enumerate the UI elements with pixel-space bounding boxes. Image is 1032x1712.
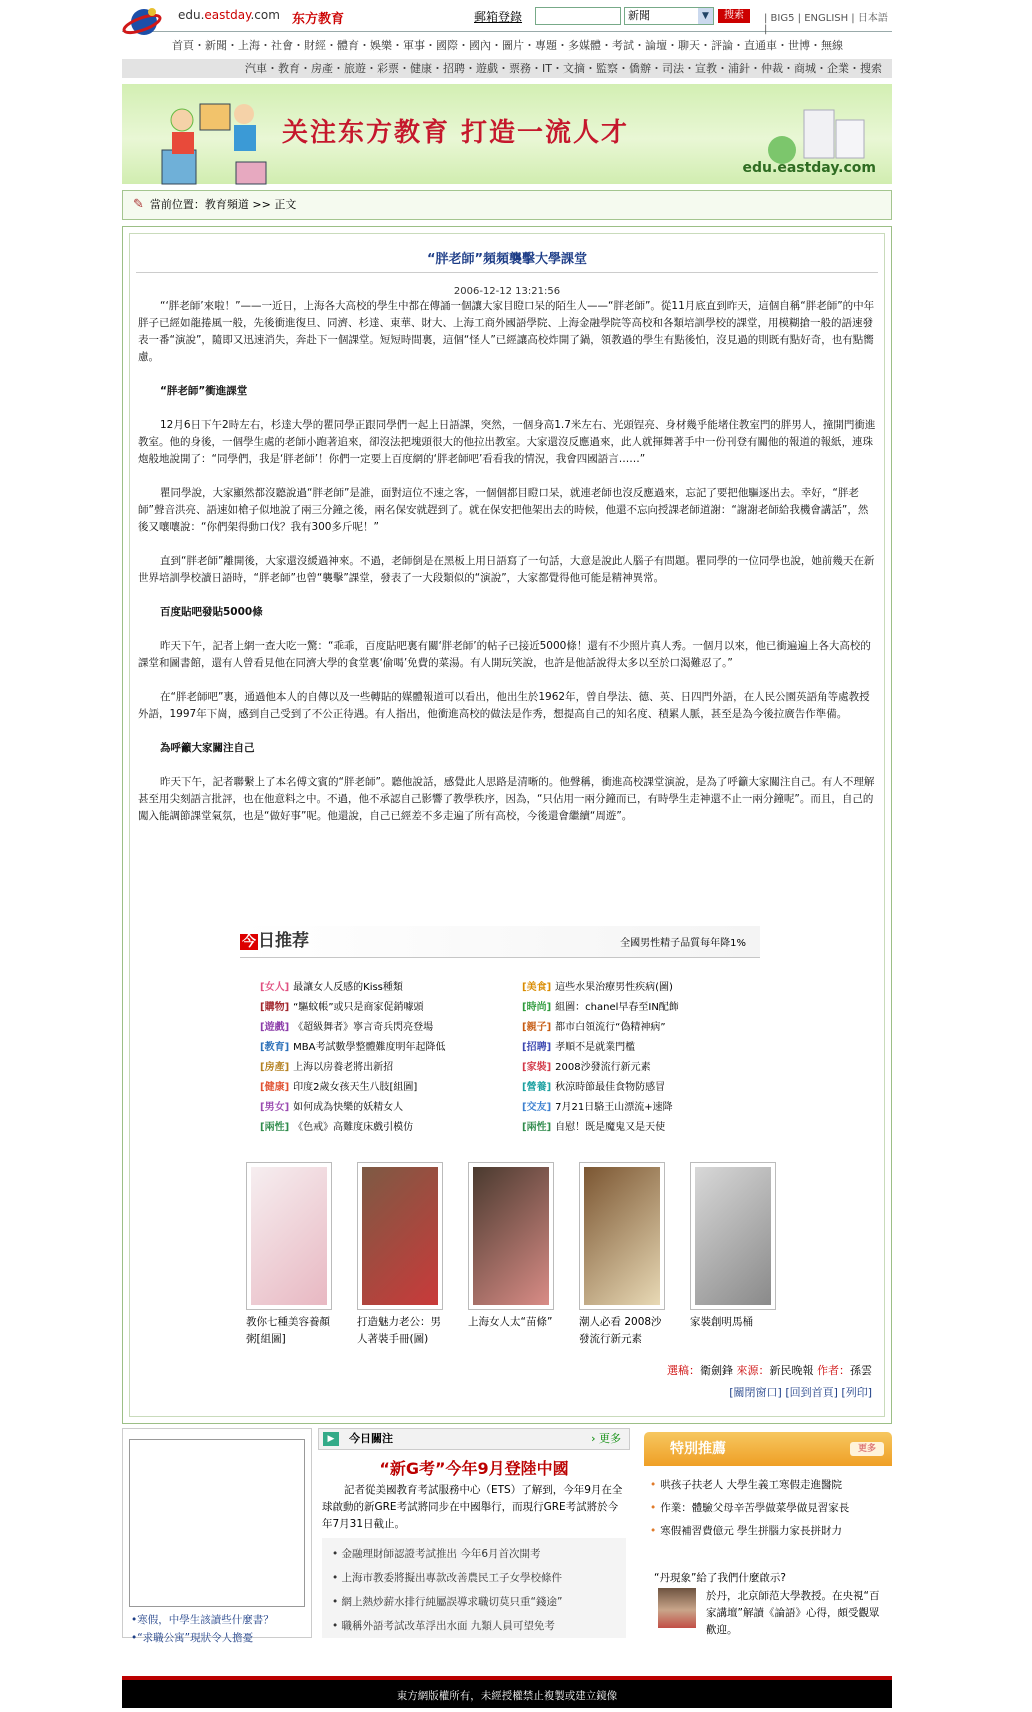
recommend-link[interactable]: 自慰！既是魔鬼又是天使	[555, 1122, 666, 1133]
recommend-tag[interactable]: [時尚]	[522, 1002, 552, 1013]
recommend-tag[interactable]: [營養]	[522, 1082, 552, 1093]
article-subheading: 百度貼吧發貼5000條	[160, 606, 263, 618]
recommend-item[interactable]	[522, 998, 784, 1013]
recommend-link[interactable]: 印度2歲女孩天生八肢[組圖]	[293, 1082, 418, 1093]
focus-summary: 記者從美國教育考試服務中心（ETS）了解到，今年9月在全球啟動的新GRE考試將同步在中國舉行，而現行GRE考試將於今年7月31日截止。	[322, 1484, 623, 1530]
article-paragraph: 直到“胖老師”離開後，大家還沒緩過神來。不過，老師倒是在黑板上用日語寫了一句話，大意是說此人腦子有問題。瞿同學的一位同學也說，她前幾天在新世界培訓學校讀日語時，“胖老師”也曾“襲擊”課堂，發表了一大段類似的“演說”，大家都覺得他可能是精神異常。	[138, 555, 875, 584]
special-list	[650, 1474, 890, 1543]
photo-caption[interactable]: 教你七種美容養顏粥[組圖]	[246, 1316, 330, 1345]
arrow-icon: ▶	[323, 1432, 339, 1446]
recommend-item[interactable]	[260, 1078, 522, 1093]
article-credit	[667, 1362, 872, 1378]
recommend-item[interactable]	[260, 1038, 522, 1053]
photo-thumbnail[interactable]	[690, 1162, 776, 1310]
recommend-logo-jin: 今	[242, 934, 256, 950]
photo-caption[interactable]: 家裝創明馬桶	[690, 1316, 753, 1328]
domain-brand: eastday	[204, 8, 251, 22]
photo-thumbnail[interactable]	[468, 1162, 554, 1310]
recommend-row	[260, 1058, 760, 1078]
recommend-row	[260, 1118, 760, 1138]
article-title: “胖老師”頻頻襲擊大學課堂	[426, 252, 588, 267]
left-link[interactable]: •“求職公寓”現狀令人擔憂	[131, 1632, 254, 1644]
recommend-tag[interactable]: [兩性]	[260, 1122, 290, 1133]
footer: 東方網版權所有，未經授權禁止複製或建立鏡像	[122, 1676, 892, 1708]
photo-image	[251, 1167, 327, 1305]
article-paragraph: 12月6日下午2時左右，杉達大學的瞿同學正跟同學們一起上日語課，突然，一個身高1.7米左右、光頭锃亮、身材幾乎能堵住教室門的胖男人，撞開門衝進教室。他的身後，一個學生處的老師小跑著追來，卻沒法把塊頭很大的他拉出教室。大家還沒反應過來，此人就揮舞著手中一份刊登有關他的報道的報紙，連珠炮般地說開了：“同學們，我是‘胖老師’！你們一定要上百度網的‘胖老師吧’看看我的情況，我會四國語言……”	[138, 419, 876, 465]
recommend-row	[260, 1098, 760, 1118]
recommend-link[interactable]: 孝順不是就業門檻	[555, 1042, 636, 1053]
today-recommend	[240, 926, 760, 1156]
recommend-list	[260, 978, 760, 1138]
recommend-link[interactable]: MBA考試數學整體難度明年起降低	[293, 1042, 446, 1053]
source-name: 新民晚報	[769, 1364, 814, 1377]
photo-thumbnail[interactable]	[246, 1162, 332, 1310]
recommend-item[interactable]	[522, 1038, 784, 1053]
buildings-illustration-icon	[764, 104, 884, 164]
author-label: 作者：	[817, 1364, 850, 1377]
search-button[interactable]: 搜索	[718, 9, 750, 23]
focus-title: 今日關注	[349, 1432, 393, 1445]
special-header	[644, 1432, 892, 1466]
title-divider	[136, 272, 878, 273]
article-body	[138, 298, 876, 842]
photo-caption[interactable]: 上海女人太“苗條”	[468, 1316, 553, 1328]
breadcrumb-path[interactable]: 教育頻道 >> 正文	[204, 198, 297, 211]
focus-list-item[interactable]: • 金融理財師認證考試推出 今年6月首次開考	[332, 1548, 541, 1560]
recommend-link[interactable]: 都市白領流行“偽精神病”	[555, 1022, 666, 1033]
chevron-down-icon: ▼	[698, 8, 713, 24]
recommend-item[interactable]	[260, 1118, 522, 1133]
special-title: 特別推薦	[670, 1441, 726, 1457]
secondary-nav[interactable]: 汽車・教育・房產・旅遊・彩票・健康・招聘・遊戲・票務・IT・文摘・監察・僑辦・司法・宣教・浦針・仲裁・商城・企業・搜索	[122, 59, 892, 78]
focus-list-item[interactable]: • 上海市教委將擬出專款改善農民工子女學校條件	[332, 1572, 563, 1584]
recommend-item[interactable]	[522, 1058, 784, 1073]
photo-strip	[246, 1162, 753, 1345]
recommend-tag[interactable]: [健康]	[260, 1082, 290, 1093]
breadcrumb	[122, 190, 892, 220]
banner	[122, 84, 892, 184]
focus-list-item[interactable]: • 網上熱炒薪水排行純屬誤導求職切莫只重“錢途”	[332, 1596, 563, 1608]
recommend-item[interactable]	[260, 978, 522, 993]
eastday-logo-icon[interactable]	[122, 2, 162, 42]
recommend-link[interactable]: 《超級舞者》寧言奇兵閃亮登場	[293, 1022, 434, 1033]
recommend-tag[interactable]: [美食]	[522, 982, 552, 993]
article-paragraph: 昨天下午，記者聯繫上了本名傅文賓的“胖老師”。聽他說話，感覺此人思路是清晰的。他聲稱，衝進高校課堂演說，是為了呼籲大家關注自己。有人不理解甚至用尖刻語言批評，也在他意料之中。不過，他不承認自己影響了教學秩序，因為，“只佔用一兩分鐘而已，有時學生走神還不止一兩分鐘呢”。而且，自己的闖入能調節課堂氣氛，也是“做好事”呢。他還說，自己已經差不多走遍了所有高校，今後還會繼續“周遊”。	[138, 776, 875, 822]
editor-label: 選稿：	[667, 1364, 700, 1377]
recommend-link[interactable]: 這些水果治療男性疾病(圖)	[555, 982, 673, 993]
photo-thumbnail[interactable]	[357, 1162, 443, 1310]
banner-url: edu.eastday.com	[742, 160, 876, 176]
recommend-header	[240, 926, 760, 958]
article-inner	[129, 233, 885, 1417]
recommend-tag[interactable]: [家裝]	[522, 1062, 552, 1073]
banner-slogan: 关注东方教育 打造一流人才	[282, 118, 630, 148]
recommend-item[interactable]	[522, 1118, 784, 1133]
article-subheading: “胖老師”衝進課堂	[160, 385, 248, 397]
left-link[interactable]: •寒假，中學生該讀些什麼書？	[131, 1614, 274, 1626]
recommend-item[interactable]	[522, 978, 784, 993]
recommend-tag[interactable]: [親子]	[522, 1022, 552, 1033]
photo-image	[584, 1167, 660, 1305]
recommend-link[interactable]: 如何成為快樂的妖精女人	[293, 1102, 404, 1113]
section-title[interactable]: 东方教育	[292, 12, 345, 27]
left-ad-box	[129, 1439, 305, 1607]
recommend-tag[interactable]: [購物]	[260, 1002, 290, 1013]
window-links[interactable]: [關閉窗口] [回到首頁] [列印]	[729, 1386, 872, 1399]
language-links[interactable]: | BIG5 | ENGLISH | 日本語 |	[764, 13, 888, 35]
recommend-row	[260, 1038, 760, 1058]
portrait-photo	[658, 1588, 696, 1628]
recommend-item[interactable]	[260, 1058, 522, 1073]
article-subheading: 為呼籲大家關注自己	[160, 742, 255, 754]
recommend-link[interactable]: 2008沙發流行新元素	[555, 1062, 651, 1073]
photo-card[interactable]	[690, 1162, 776, 1350]
focus-list	[322, 1538, 626, 1638]
search-category-select[interactable]	[624, 7, 714, 25]
page	[122, 0, 892, 1702]
article-paragraph: “‘胖老師’來啦！”——一近日，上海各大高校的學生中都在傳誦一個讓大家目瞪口呆的陌生人——“胖老師”。從11月底直到昨天，這個自稱“胖老師”的中年胖子已經如龍捲風一般，先後衝進復旦、同濟、杉達、東華、財大、上海工商外國語學院、上海金融學院等高校和各類培訓學校的課堂，用模糊搶一般的語速發表一番“演說”，隨即又迅速消失，奔赴下一個課堂。短短時間裏，這個“怪人”已經讓高校炸開了鍋，領教過的學生有點後怕，沒見過的則既有點好奇，也有點嚮慮。	[138, 300, 875, 363]
recommend-tag[interactable]: [房產]	[260, 1062, 290, 1073]
recommend-logo-text: 日推荐	[258, 931, 309, 951]
recommend-row	[260, 1078, 760, 1098]
left-box	[122, 1428, 312, 1644]
bottom-section	[122, 1428, 892, 1644]
recommend-link[interactable]: 最讓女人反感的Kiss種類	[293, 982, 403, 993]
recommend-item[interactable]	[522, 1078, 784, 1093]
recommend-link[interactable]: “驅蚊帳”或只是商家促銷噱頭	[293, 1002, 424, 1013]
recommend-link[interactable]: 《色戒》高難度床戲引模仿	[293, 1122, 414, 1133]
pencil-icon: ✎	[133, 197, 144, 212]
recommend-link[interactable]: 7月21日駱王山漂流+速降	[555, 1102, 673, 1113]
photo-card[interactable]	[246, 1162, 332, 1350]
recommend-tag[interactable]: [女人]	[260, 982, 290, 993]
article-paragraph: 瞿同學說，大家顯然都沒聽說過“胖老師”是誰，面對這位不速之客，一個個都目瞪口呆，就連老師也沒反應過來，忘記了要把他驅逐出去。幸好，“胖老師”聲音洪亮、語速如槍子似地說了兩三分鐘之後，兩名保安就趕到了。就在保安把他架出去的時候，他還不忘向授課老師道謝：“謝謝老師給我機會講話”，然後又嚷嚷說：“你們架得動口伐？我有300多斤呢！”	[138, 487, 869, 533]
site-domain[interactable]	[178, 8, 280, 22]
search-input[interactable]	[535, 7, 621, 25]
photo-image	[695, 1167, 771, 1305]
recommend-link[interactable]: 上海以房養老將出新招	[293, 1062, 394, 1073]
special-list-item[interactable]: • 寒假補習費億元 學生拼腦力家長拼財力	[650, 1520, 890, 1543]
left-links	[131, 1611, 274, 1647]
recommend-top-link[interactable]: 全國男性精子品質每年降1%	[620, 938, 746, 949]
article-paragraph: 在“胖老師吧”裏，通過他本人的自傳以及一些轉貼的媒體報道可以看出，他出生於1962年，曾自學法、德、英、日四門外語，在人民公園英語角等處教授外語，1997年下崗，感到自己受到了不公正待遇。有人指出，他衝進高校的做法是作秀，想提高自己的知名度、積累人脈，甚至是為今後拉廣告作準備。	[138, 691, 870, 720]
recommend-tag[interactable]: [招聘]	[522, 1042, 552, 1053]
photo-image	[473, 1167, 549, 1305]
photo-card[interactable]	[468, 1162, 554, 1350]
special-quote-title[interactable]: “丹現象”給了我們什麼啟示?	[654, 1572, 786, 1584]
breadcrumb-label: 當前位置：	[149, 198, 205, 211]
recommend-tag[interactable]: [交友]	[522, 1102, 552, 1113]
recommend-link[interactable]: 秋涼時節最佳食物防感冒	[555, 1082, 666, 1093]
recommend-item[interactable]	[260, 1018, 522, 1033]
article-paragraph: 昨天下午，記者上網一查大吃一驚：“乖乖，百度貼吧裏有關‘胖老師’的帖子已接近5000條！還有不少照片真人秀。一個月以來，他已衝遍遍上各大高校的課堂和圖書館，還有人曾看見他在同濟大學的食堂裏‘偷喝’免費的菜湯。有人開玩笑說，也許是他話說得太多以至於口渴難忍了。”	[138, 640, 871, 669]
article-panel	[122, 226, 892, 1424]
search-category-value: 新聞	[628, 9, 650, 22]
recommend-item[interactable]	[260, 1098, 522, 1113]
kids-illustration-icon	[142, 90, 272, 184]
special-list-item[interactable]: • 哄孩子扶老人 大學生義工寒假走進醫院	[650, 1474, 890, 1497]
photo-card[interactable]	[357, 1162, 443, 1350]
special-quote-text: 於丹，北京師范大學教授。在央視“百家講壇”解讀《論語》心得，頗受觀眾歡迎。	[706, 1590, 880, 1636]
photo-image	[362, 1167, 438, 1305]
recommend-row	[260, 1018, 760, 1038]
recommend-row	[260, 998, 760, 1018]
photo-caption[interactable]: 潮人必看 2008沙發流行新元素	[579, 1316, 662, 1345]
recommend-item[interactable]	[522, 1018, 784, 1033]
recommend-link[interactable]: 組圖：chanel早春至IN配飾	[555, 1002, 679, 1013]
mail-login-link[interactable]: 郵箱登錄	[474, 10, 523, 24]
author-name: 孫雲	[850, 1364, 872, 1377]
photo-thumbnail[interactable]	[579, 1162, 665, 1310]
recommend-item[interactable]	[522, 1098, 784, 1113]
recommend-item[interactable]	[260, 998, 522, 1013]
special-more-button[interactable]: 更多	[850, 1442, 884, 1456]
domain-suffix: .com	[250, 8, 280, 22]
source-label: 來源：	[736, 1364, 770, 1377]
recommend-tag[interactable]: [遊戲]	[260, 1022, 290, 1033]
domain-prefix: edu.	[178, 8, 205, 22]
recommend-tag[interactable]: [教育]	[260, 1042, 290, 1053]
photo-caption[interactable]: 打造魅力老公：男人著裝手冊(圖)	[357, 1316, 441, 1345]
focus-more-label: 更多	[599, 1432, 621, 1445]
special-list-item[interactable]: • 作業：體驗父母辛苦學做菜學做見習家長	[650, 1497, 890, 1520]
primary-nav[interactable]: 首頁・新聞・上海・社會・財經・體育・娛樂・軍事・國際・國內・圖片・專題・多媒體・考試・論壇・聊天・評論・直通車・世博・無線	[172, 39, 843, 52]
focus-more-link[interactable]: › 更多	[591, 1432, 621, 1445]
photo-card[interactable]	[579, 1162, 665, 1350]
focus-list-item[interactable]: • 職稱外語考試改革浮出水面 九類人員可望免考	[332, 1620, 555, 1632]
header	[122, 0, 892, 35]
recommend-row	[260, 978, 760, 998]
article-timestamp: 2006-12-12 13:21:56	[453, 286, 561, 297]
recommend-logo	[240, 926, 360, 956]
today-focus	[318, 1428, 630, 1638]
focus-header	[318, 1428, 630, 1450]
special-recommend	[644, 1428, 892, 1638]
recommend-tag[interactable]: [兩性]	[522, 1122, 552, 1133]
focus-headline[interactable]: “新G考”今年9月登陸中國	[379, 1459, 569, 1478]
editor-name: 衛劍鋒	[700, 1364, 733, 1377]
recommend-tag[interactable]: [男女]	[260, 1102, 290, 1113]
